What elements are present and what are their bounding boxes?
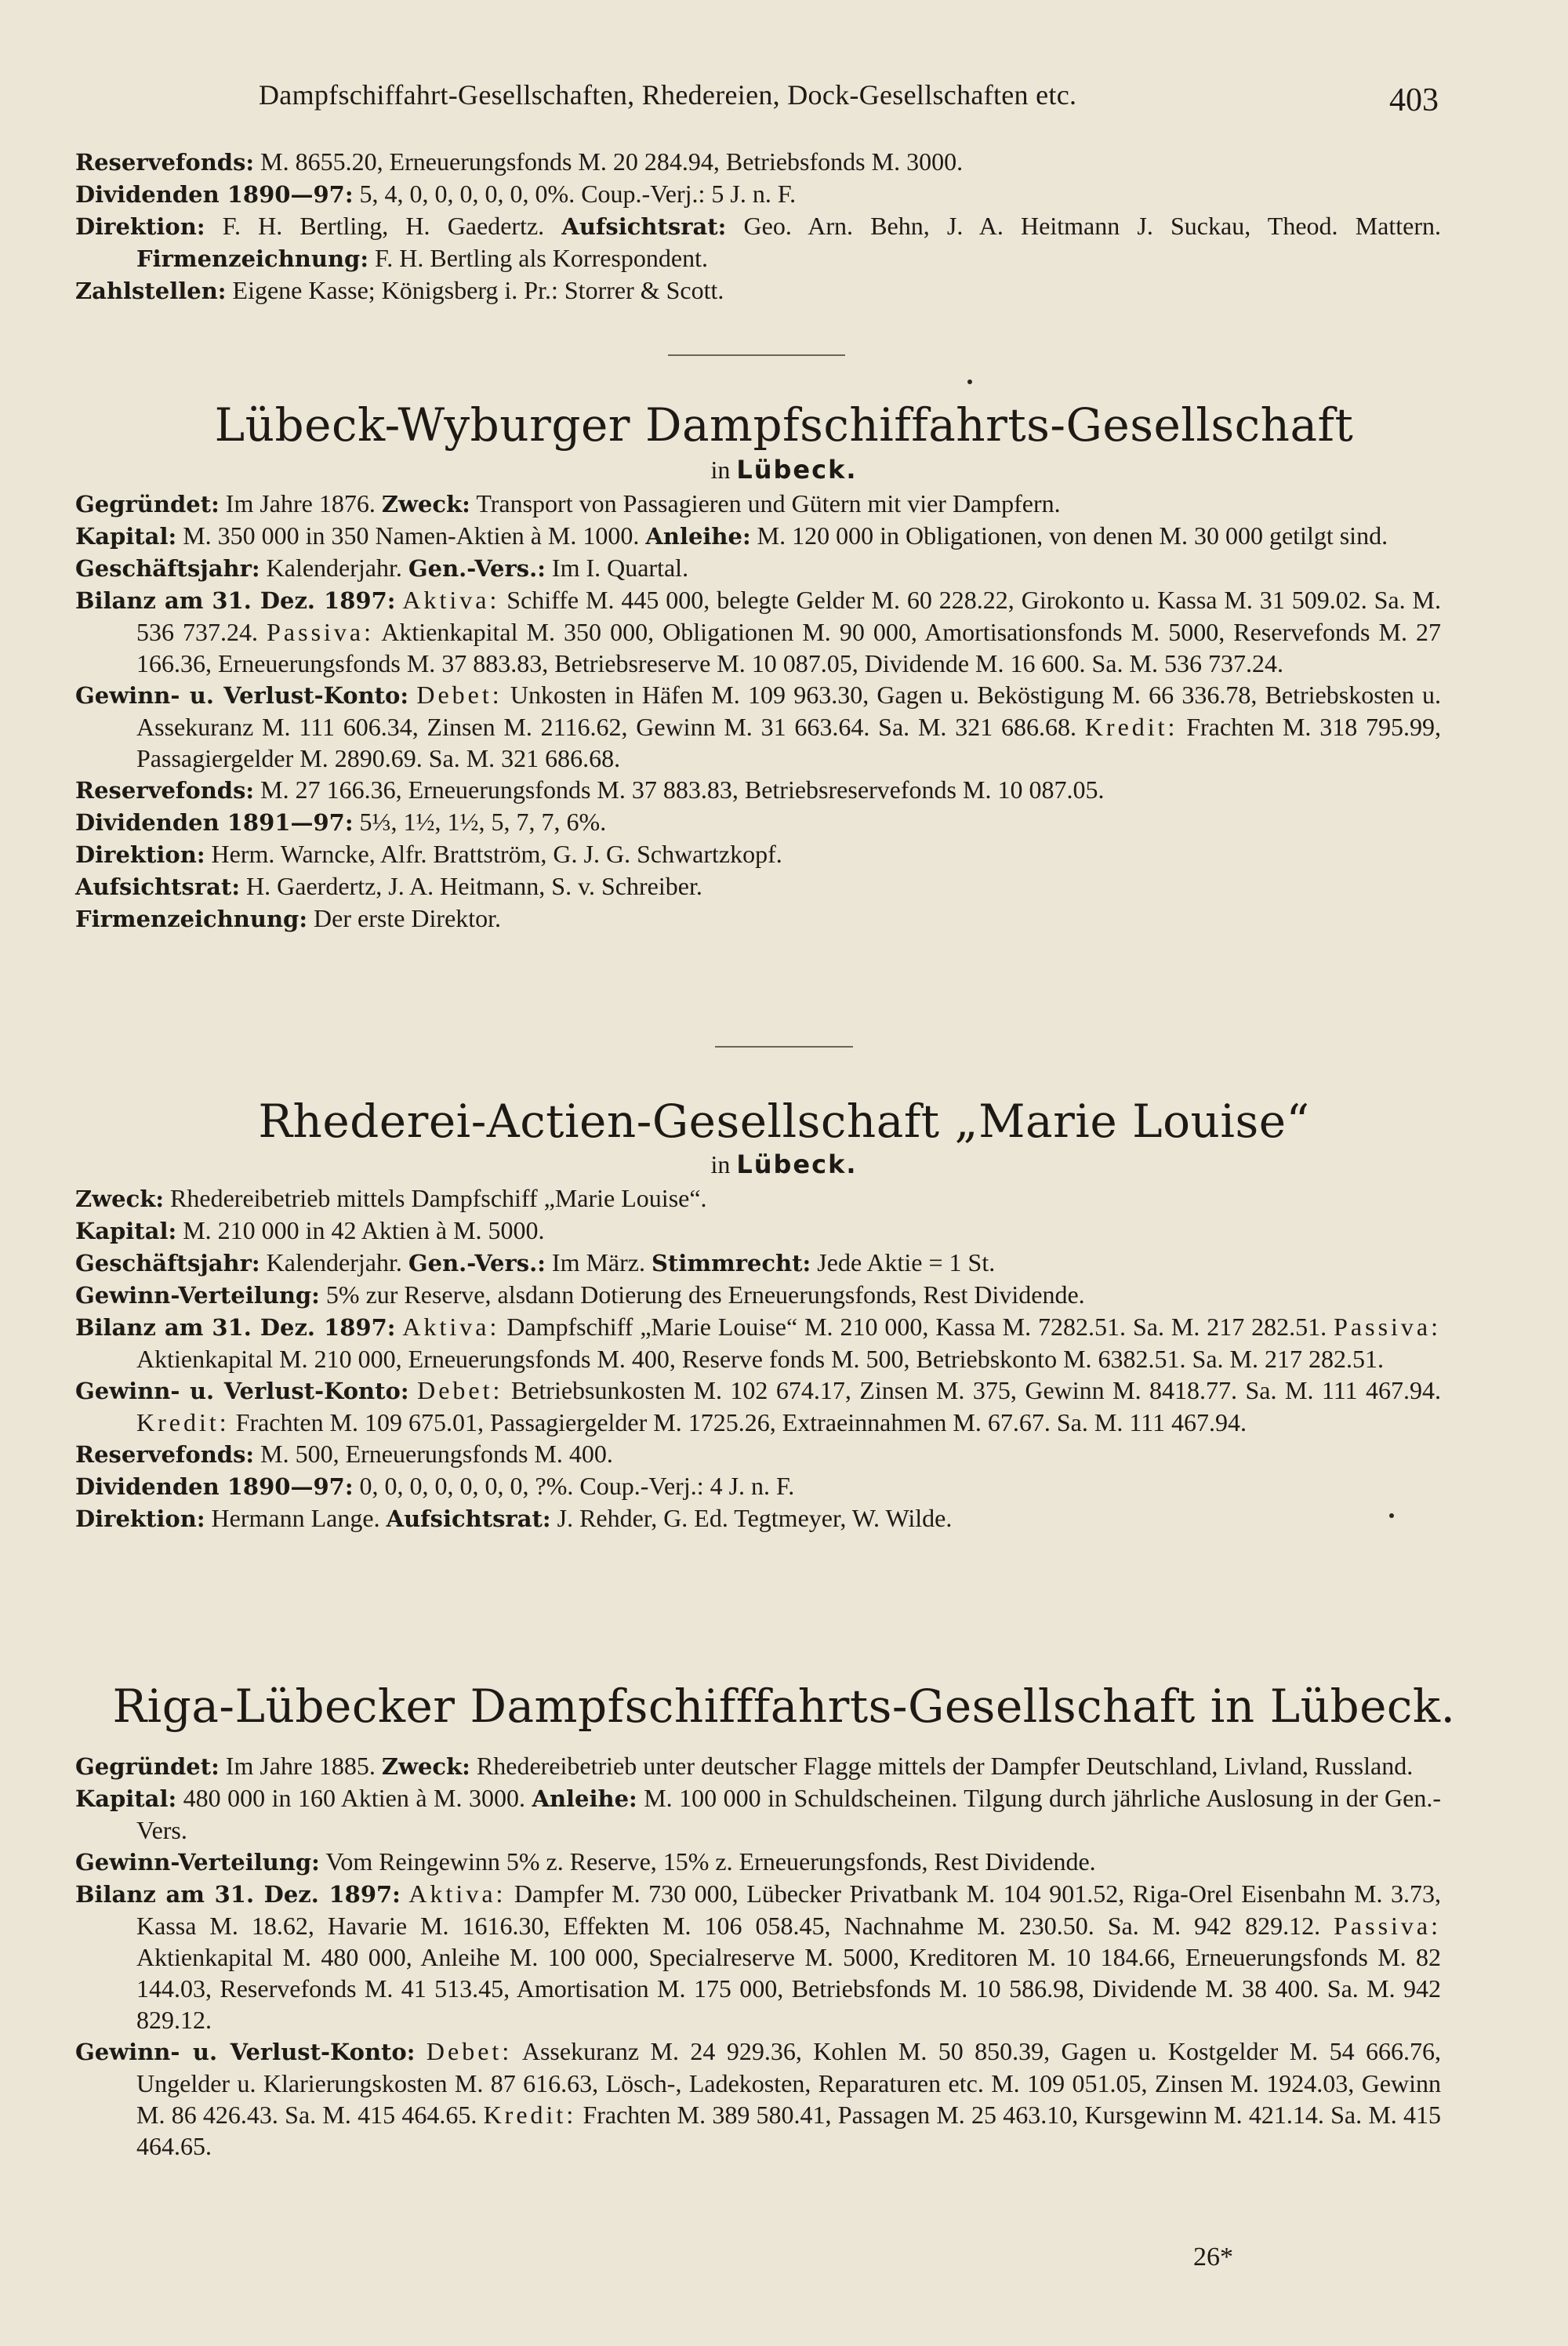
label: Reservefonds: bbox=[75, 1441, 255, 1468]
section-divider bbox=[668, 354, 845, 356]
entry-line: Gegründet: Im Jahre 1876. Zweck: Transport von Passagieren und Gütern mit vier Dampfern. bbox=[75, 489, 1061, 518]
label: Gewinn- u. Verlust-Konto: bbox=[75, 1378, 409, 1404]
intro-direktion: Direktion: F. H. Bertling, H. Gaedertz. Aufsichtsrat: Geo. Arn. Behn, J. A. Heitmann J. Suckau, Theod. Mattern. Firmenzeichnung: F. H. Bertling als Korrespondent. bbox=[75, 212, 1442, 272]
entry-line: Kapital: 480 000 in 160 Aktien à M. 3000. Anleihe: M. 100 000 in Schuldscheinen. Tilgung durch jährliche Auslosung in der Gen.-Vers. bbox=[75, 1784, 1442, 1844]
label: Gewinn- u. Verlust-Konto: bbox=[75, 2039, 416, 2065]
entry-line: Gegründet: Im Jahre 1885. Zweck: Rhedereibetrieb unter deutscher Flagge mittels der Dampfer Deutschland, Livland, Russland. bbox=[75, 1752, 1414, 1780]
label: Anleihe: bbox=[532, 1785, 637, 1812]
city-name: Lübeck. bbox=[736, 455, 858, 485]
print-speck bbox=[1389, 1513, 1394, 1518]
label: Aufsichtsrat: bbox=[561, 213, 727, 240]
entry-line: Geschäftsjahr: Kalenderjahr. Gen.-Vers.: Im I. Quartal. bbox=[75, 554, 689, 582]
label: Stimmrecht: bbox=[651, 1250, 811, 1276]
city-name: Lübeck. bbox=[736, 1149, 858, 1179]
label: Bilanz am 31. Dez. 1897: bbox=[75, 1314, 396, 1341]
label: Aufsichtsrat: bbox=[386, 1505, 551, 1532]
section-divider bbox=[715, 1046, 853, 1048]
entry-line: Aufsichtsrat: H. Gaerdertz, J. A. Heitmann, S. v. Schreiber. bbox=[75, 872, 702, 900]
signature-mark: 26* bbox=[1193, 2242, 1233, 2272]
entry-line: Direktion: Herm. Warncke, Alfr. Brattström, G. J. G. Schwartzkopf. bbox=[75, 840, 782, 868]
print-speck bbox=[967, 380, 972, 384]
running-header: Dampfschiffahrt-Gesellschaften, Rhedereien, Dock-Gesellschaften etc. bbox=[259, 79, 1077, 111]
label: Gewinn-Verteilung: bbox=[75, 1849, 320, 1876]
section-title-riga: Riga-Lübecker Dampfschifffahrts-Gesellschaft in Lübeck. bbox=[112, 1680, 1456, 1733]
label: Firmenzeichnung: bbox=[136, 245, 369, 272]
entry-line: Kapital: M. 350 000 in 350 Namen-Aktien à M. 1000. Anleihe: M. 120 000 in Obligationen, von denen M. 30 000 getilgt sind. bbox=[75, 521, 1388, 550]
intro-reservefonds: Reservefonds: M. 8655.20, Erneuerungsfonds M. 20 284.94, Betriebsfonds M. 3000. bbox=[75, 147, 964, 176]
label: Zweck: bbox=[381, 1753, 470, 1780]
label: Reservefonds: bbox=[75, 149, 255, 176]
label: Direktion: bbox=[75, 213, 205, 240]
entry-line: Gewinn- u. Verlust-Konto: Debet: Betriebsunkosten M. 102 674.17, Zinsen M. 375, Gewinn M. 8418.77. Sa. M. 111 467.94. Kredit: Frachten M. 109 675.01, Passagiergelder M. 1725.26, Extraeinnahmen M. 67.67. Sa. M. 111 467.94. bbox=[75, 1376, 1442, 1436]
entry-line: Bilanz am 31. Dez. 1897: Aktiva: Dampfschiff „Marie Louise“ M. 210 000, Kassa M. 7282.51. Sa. M. 217 282.51. Passiva: Aktienkapital M. 210 000, Erneuerungsfonds M. 400, Reserve fonds M. 500, Betriebskonto M. 6382.51. Sa. M. 217 282.51. bbox=[75, 1313, 1441, 1373]
page-number: 403 bbox=[1389, 82, 1439, 118]
label: Bilanz am 31. Dez. 1897: bbox=[75, 1881, 401, 1908]
label: Geschäftsjahr: bbox=[75, 1250, 260, 1276]
label: Firmenzeichnung: bbox=[75, 906, 308, 932]
label: Gewinn- u. Verlust-Konto: bbox=[75, 682, 409, 709]
section-subtitle-marie-louise: in Lübeck. bbox=[710, 1149, 858, 1179]
section-subtitle-wyburger: in Lübeck. bbox=[710, 455, 858, 485]
entry-line: Kapital: M. 210 000 in 42 Aktien à M. 5000. bbox=[75, 1216, 545, 1244]
label: Dividenden 1890—97: bbox=[75, 181, 354, 208]
entry-line: Gewinn- u. Verlust-Konto: Debet: Assekuranz M. 24 929.36, Kohlen M. 50 850.39, Gagen u. Kostgelder M. 54 666.76, Ungelder u. Klarierungskosten M. 87 616.63, Lösch-, Ladekosten, Reparaturen etc. M. 109 051.05, Zinsen M. 1924.03, Gewinn M. 86 426.43. Sa. M. 415 464.65. Kredit: Frachten M. 389 580.41, Passagen M. 25 463.10, Kursgewinn M. 421.14. Sa. M. 415 464.65. bbox=[75, 2037, 1442, 2160]
label: Direktion: bbox=[75, 841, 205, 868]
entry-line: Dividenden 1890—97: 0, 0, 0, 0, 0, 0, 0, ?%. Coup.-Verj.: 4 J. n. F. bbox=[75, 1472, 795, 1500]
intro-dividenden: Dividenden 1890—97: 5, 4, 0, 0, 0, 0, 0, 0%. Coup.-Verj.: 5 J. n. F. bbox=[75, 180, 797, 208]
entry-line: Direktion: Hermann Lange. Aufsichtsrat: J. Rehder, G. Ed. Tegtmeyer, W. Wilde. bbox=[75, 1504, 953, 1532]
label: Gen.-Vers.: bbox=[408, 555, 546, 582]
label: Dividenden 1891—97: bbox=[75, 809, 354, 836]
section-title-marie-louise: Rhederei-Actien-Gesellschaft „Marie Louise“ bbox=[258, 1095, 1310, 1148]
label: Reservefonds: bbox=[75, 777, 255, 804]
entry-line: Gewinn-Verteilung: 5% zur Reserve, alsdann Dotierung des Erneuerungsfonds, Rest Dividende. bbox=[75, 1280, 1085, 1309]
label: Kapital: bbox=[75, 1785, 177, 1812]
label: Aufsichtsrat: bbox=[75, 873, 241, 900]
entry-line: Gewinn- u. Verlust-Konto: Debet: Unkosten in Häfen M. 109 963.30, Gagen u. Beköstigung M. 66 336.78, Betriebskosten u. Assekuranz M. 111 606.34, Zinsen M. 2116.62, Gewinn M. 31 663.64. Sa. M. 321 686.68. Kredit: Frachten M. 318 795.99, Passagiergelder M. 2890.69. Sa. M. 321 686.68. bbox=[75, 681, 1442, 772]
entry-line: Reservefonds: M. 27 166.36, Erneuerungsfonds M. 37 883.83, Betriebsreservefonds M. 10 087.05. bbox=[75, 775, 1105, 804]
marie-louise-body bbox=[75, 1182, 1441, 1534]
label: Geschäftsjahr: bbox=[75, 555, 260, 582]
intro-block bbox=[75, 146, 1441, 307]
entry-line: Dividenden 1891—97: 5⅓, 1½, 1½, 5, 7, 7, 6%. bbox=[75, 808, 607, 836]
label: Bilanz am 31. Dez. 1897: bbox=[75, 587, 396, 614]
label: Gewinn-Verteilung: bbox=[75, 1282, 320, 1309]
entry-line: Zweck: Rhedereibetrieb mittels Dampfschiff „Marie Louise“. bbox=[75, 1184, 707, 1212]
label: Zweck: bbox=[75, 1186, 165, 1212]
label: Direktion: bbox=[75, 1505, 205, 1532]
label: Gegründet: bbox=[75, 491, 220, 518]
label: Gen.-Vers.: bbox=[408, 1250, 546, 1276]
entry-line: Bilanz am 31. Dez. 1897: Aktiva: Schiffe M. 445 000, belegte Gelder M. 60 228.22, Girokonto u. Kassa M. 31 509.02. Sa. M. 536 737.24. Passiva: Aktienkapital M. 350 000, Obligationen M. 90 000, Amortisationsfonds M. 5000, Reservefonds M. 27 166.36, Erneuerungsfonds M. 37 883.83, Betriebsreserve M. 10 087.05, Dividende M. 16 600. Sa. M. 536 737.24. bbox=[75, 586, 1442, 677]
wyburger-body bbox=[75, 488, 1441, 935]
label: Dividenden 1890—97: bbox=[75, 1473, 354, 1500]
riga-body bbox=[75, 1750, 1441, 2162]
section-title-wyburger: Lübeck-Wyburger Dampfschiffahrts-Gesellschaft bbox=[214, 398, 1354, 452]
label: Zahlstellen: bbox=[75, 278, 227, 304]
label: Anleihe: bbox=[645, 523, 751, 550]
entry-line: Bilanz am 31. Dez. 1897: Aktiva: Dampfer M. 730 000, Lübecker Privatbank M. 104 901.52, Riga-Orel Eisenbahn M. 3.73, Kassa M. 18.62, Havarie M. 1616.30, Effekten M. 106 058.45, Nachnahme M. 230.50. Sa. M. 942 829.12. Passiva: Aktienkapital M. 480 000, Anleihe M. 100 000, Specialreserve M. 5000, Kreditoren M. 10 184.66, Erneuerungsfonds M. 82 144.03, Reservefonds M. 41 513.45, Amortisation M. 175 000, Betriebsfonds M. 10 586.98, Dividende M. 38 400. Sa. M. 942 829.12. bbox=[75, 1879, 1442, 2034]
entry-line: Geschäftsjahr: Kalenderjahr. Gen.-Vers.: Im März. Stimmrecht: Jede Aktie = 1 St. bbox=[75, 1248, 996, 1276]
label: Gegründet: bbox=[75, 1753, 220, 1780]
entry-line: Gewinn-Verteilung: Vom Reingewinn 5% z. Reserve, 15% z. Erneuerungsfonds, Rest Dividende. bbox=[75, 1847, 1096, 1876]
intro-zahlstellen: Zahlstellen: Eigene Kasse; Königsberg i. Pr.: Storrer & Scott. bbox=[75, 276, 724, 304]
label: Kapital: bbox=[75, 523, 177, 550]
label: Kapital: bbox=[75, 1218, 177, 1244]
entry-line: Reservefonds: M. 500, Erneuerungsfonds M. 400. bbox=[75, 1440, 613, 1468]
label: Zweck: bbox=[381, 491, 470, 518]
entry-line: Firmenzeichnung: Der erste Direktor. bbox=[75, 904, 502, 932]
